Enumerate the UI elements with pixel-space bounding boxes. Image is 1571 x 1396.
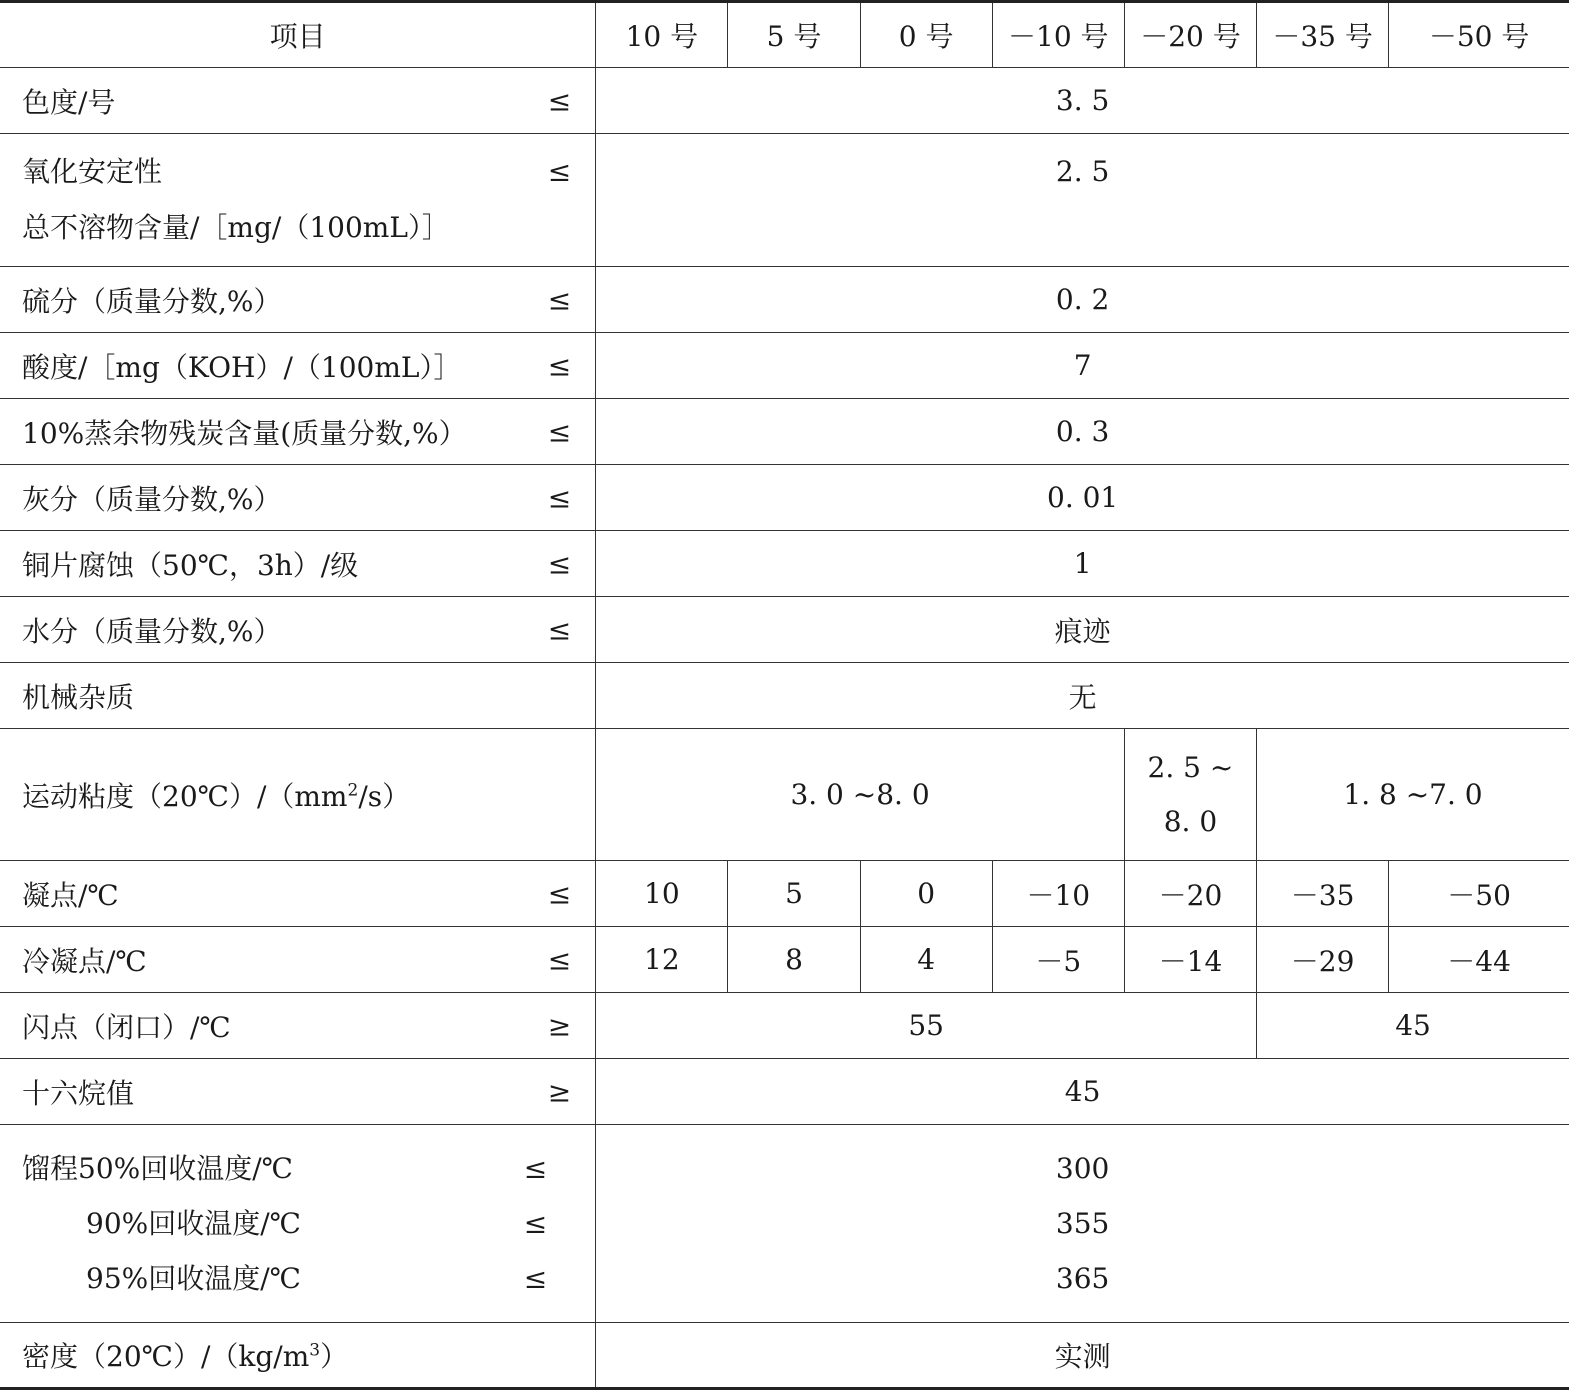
distillation-value-50: 300 — [1055, 1152, 1110, 1185]
label-text-pre: 运动粘度（20℃）/（mm — [22, 779, 348, 813]
header-item: 项目 — [0, 2, 596, 68]
label-text: 10%蒸余物残炭含量(质量分数,%） — [22, 416, 467, 450]
comparator: ≤ — [547, 481, 572, 514]
comparator: ≤ — [547, 547, 572, 580]
comparator: ≤ — [547, 877, 572, 910]
row-label — [0, 663, 596, 729]
distillation-value-90: 355 — [1055, 1207, 1110, 1240]
label-text: 十六烷值 — [22, 1076, 135, 1110]
row-label — [0, 729, 596, 861]
label-text: 机械杂质 — [22, 680, 135, 714]
header-grade-minus35: －35 号 — [1257, 2, 1389, 68]
comparator: ≤ — [547, 613, 572, 646]
table-cell: 5 — [728, 861, 860, 927]
viscosity-value-3: 1. 8 ~7. 0 — [1257, 729, 1569, 861]
row-oxidation — [0, 134, 1569, 267]
label-text: 水分（质量分数,%） — [22, 614, 282, 648]
row-flash-point — [0, 993, 1569, 1059]
table-cell: －35 — [1257, 861, 1389, 927]
row-copper-corrosion — [0, 531, 1569, 597]
row-ash — [0, 465, 1569, 531]
table-cell: 12 — [596, 927, 728, 993]
row-label — [0, 1125, 596, 1323]
header-grade-0: 0 号 — [860, 2, 992, 68]
table-cell: －29 — [1257, 927, 1389, 993]
table-cell: 8 — [728, 927, 860, 993]
row-value: 0. 2 — [596, 267, 1569, 333]
label-text: 灰分（质量分数,%） — [22, 482, 282, 516]
comparator: ≥ — [547, 1009, 572, 1042]
row-label — [0, 267, 596, 333]
label-text: 硫分（质量分数,%） — [22, 284, 282, 318]
comparator: ≤ — [547, 283, 572, 316]
row-density — [0, 1323, 1569, 1389]
row-carbon-residue — [0, 399, 1569, 465]
row-label — [0, 531, 596, 597]
table-cell: 4 — [860, 927, 992, 993]
flash-value-2: 45 — [1257, 993, 1569, 1059]
distillation-line-3 — [22, 1251, 571, 1306]
table-cell: －14 — [1124, 927, 1256, 993]
viscosity-value-1: 3. 0 ~8. 0 — [596, 729, 1125, 861]
row-mechanical-impurity — [0, 663, 1569, 729]
header-grade-minus20: －20 号 — [1124, 2, 1256, 68]
row-label — [0, 597, 596, 663]
comparator: ≤ — [547, 349, 572, 382]
row-label — [0, 333, 596, 399]
row-freezing-point — [0, 861, 1569, 927]
row-label — [0, 861, 596, 927]
row-label — [0, 68, 596, 134]
row-label — [0, 927, 596, 993]
row-value: 2. 5 — [596, 134, 1569, 267]
label-text: 酸度/［mg（KOH）/（100mL）］ — [22, 350, 462, 384]
label-text: 凝点/℃ — [22, 878, 119, 912]
label-text: 95%回收温度/℃ — [86, 1262, 301, 1295]
viscosity-value-2 — [1124, 729, 1256, 861]
label-line-1: 氧化安定性 — [22, 155, 163, 188]
distillation-line-1 — [22, 1141, 571, 1196]
label-text: 90%回收温度/℃ — [86, 1207, 301, 1240]
table-cell: －5 — [992, 927, 1124, 993]
row-value: 3. 5 — [596, 68, 1569, 134]
header-grade-minus50: －50 号 — [1389, 2, 1569, 68]
row-value: 0. 3 — [596, 399, 1569, 465]
comparator: ≤ — [547, 84, 572, 117]
viscosity-value-2-line-1: 2. 5 ~ — [1147, 750, 1234, 784]
label-text-post: ） — [320, 1340, 349, 1373]
row-cold-filter-point — [0, 927, 1569, 993]
table-cell: 10 — [596, 861, 728, 927]
row-label — [0, 1323, 596, 1389]
label-superscript: 3 — [309, 1340, 321, 1361]
label-text: 馏程50%回收温度/℃ — [22, 1152, 293, 1185]
comparator: ≤ — [523, 1262, 548, 1295]
row-value: 痕迹 — [596, 597, 1569, 663]
header-grade-minus10: －10 号 — [992, 2, 1124, 68]
header-grade-5: 5 号 — [728, 2, 860, 68]
label-text: 铜片腐蚀（50℃，3h）/级 — [22, 548, 359, 582]
table-cell: －44 — [1389, 927, 1569, 993]
row-label — [0, 134, 596, 267]
flash-value-1: 55 — [596, 993, 1257, 1059]
comparator: ≤ — [547, 943, 572, 976]
row-viscosity — [0, 729, 1569, 861]
distillation-value-95: 365 — [1055, 1262, 1110, 1295]
row-value: 实测 — [596, 1323, 1569, 1389]
comparator: ≤ — [547, 415, 572, 448]
row-distillation — [0, 1125, 1569, 1323]
header-row — [0, 2, 1569, 68]
row-label — [0, 1059, 596, 1125]
header-grade-10: 10 号 — [596, 2, 728, 68]
row-value: 7 — [596, 333, 1569, 399]
comparator: ≤ — [523, 1207, 548, 1240]
label-text: 冷凝点/℃ — [22, 944, 147, 978]
comparator: ≤ — [523, 1152, 548, 1185]
row-value: 无 — [596, 663, 1569, 729]
label-text: 色度/号 — [22, 85, 116, 119]
viscosity-value-2-line-2: 8. 0 — [1163, 804, 1218, 838]
row-label — [0, 399, 596, 465]
distillation-line-2 — [22, 1196, 571, 1251]
row-cetane — [0, 1059, 1569, 1125]
row-value: 1 — [596, 531, 1569, 597]
label-superscript: 2 — [347, 780, 359, 801]
row-value: 0. 01 — [596, 465, 1569, 531]
comparator: ≥ — [547, 1075, 572, 1108]
table-cell: －10 — [992, 861, 1124, 927]
row-color — [0, 68, 1569, 134]
row-water — [0, 597, 1569, 663]
label-text-pre: 密度（20℃）/（kg/m — [22, 1340, 310, 1373]
table-cell: －20 — [1124, 861, 1256, 927]
label-text-post: /s） — [358, 779, 411, 813]
row-label — [0, 465, 596, 531]
row-value: 45 — [596, 1059, 1569, 1125]
distillation-values — [596, 1125, 1569, 1323]
comparator: ≤ — [547, 155, 572, 188]
table-cell: 0 — [860, 861, 992, 927]
label-line-2: 总不溶物含量/［mg/（100mL）］ — [22, 211, 450, 244]
row-sulfur — [0, 267, 1569, 333]
row-acidity — [0, 333, 1569, 399]
table-cell: －50 — [1389, 861, 1569, 927]
row-label — [0, 993, 596, 1059]
label-text: 闪点（闭口）/℃ — [22, 1010, 231, 1044]
